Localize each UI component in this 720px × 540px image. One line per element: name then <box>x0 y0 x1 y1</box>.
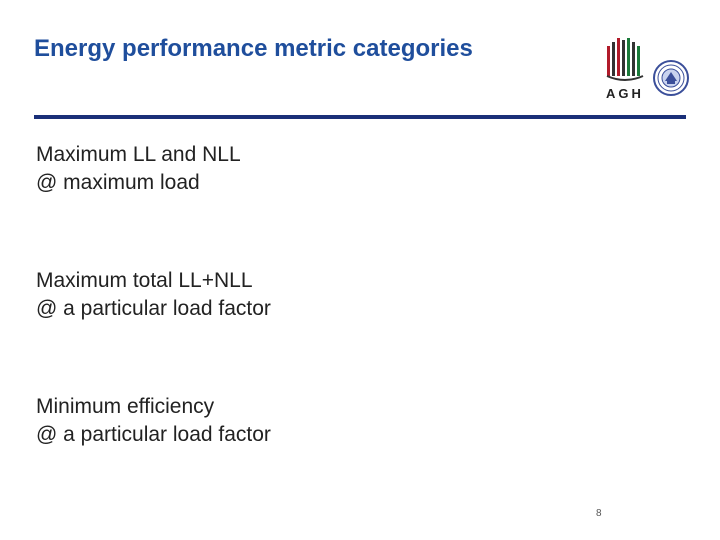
page-number: 8 <box>596 508 602 519</box>
slide-title: Energy performance metric categories <box>34 35 473 62</box>
agh-logo-icon <box>603 36 647 102</box>
metric-item-line1: Minimum efficiency <box>36 395 215 418</box>
metric-item-line2: @ a particular load factor <box>36 423 271 446</box>
metric-item-line2: @ a particular load factor <box>36 297 271 320</box>
metric-item <box>36 267 271 323</box>
metric-item-line1: Maximum total LL+NLL <box>36 269 253 292</box>
title-divider <box>34 115 686 119</box>
metric-item-line1: Maximum LL and NLL <box>36 143 241 166</box>
metric-item <box>36 393 271 449</box>
university-seal-icon <box>652 59 690 97</box>
metric-item-line2: @ maximum load <box>36 171 200 194</box>
metric-item <box>36 141 241 197</box>
agh-logo-text: AGH <box>606 86 644 101</box>
